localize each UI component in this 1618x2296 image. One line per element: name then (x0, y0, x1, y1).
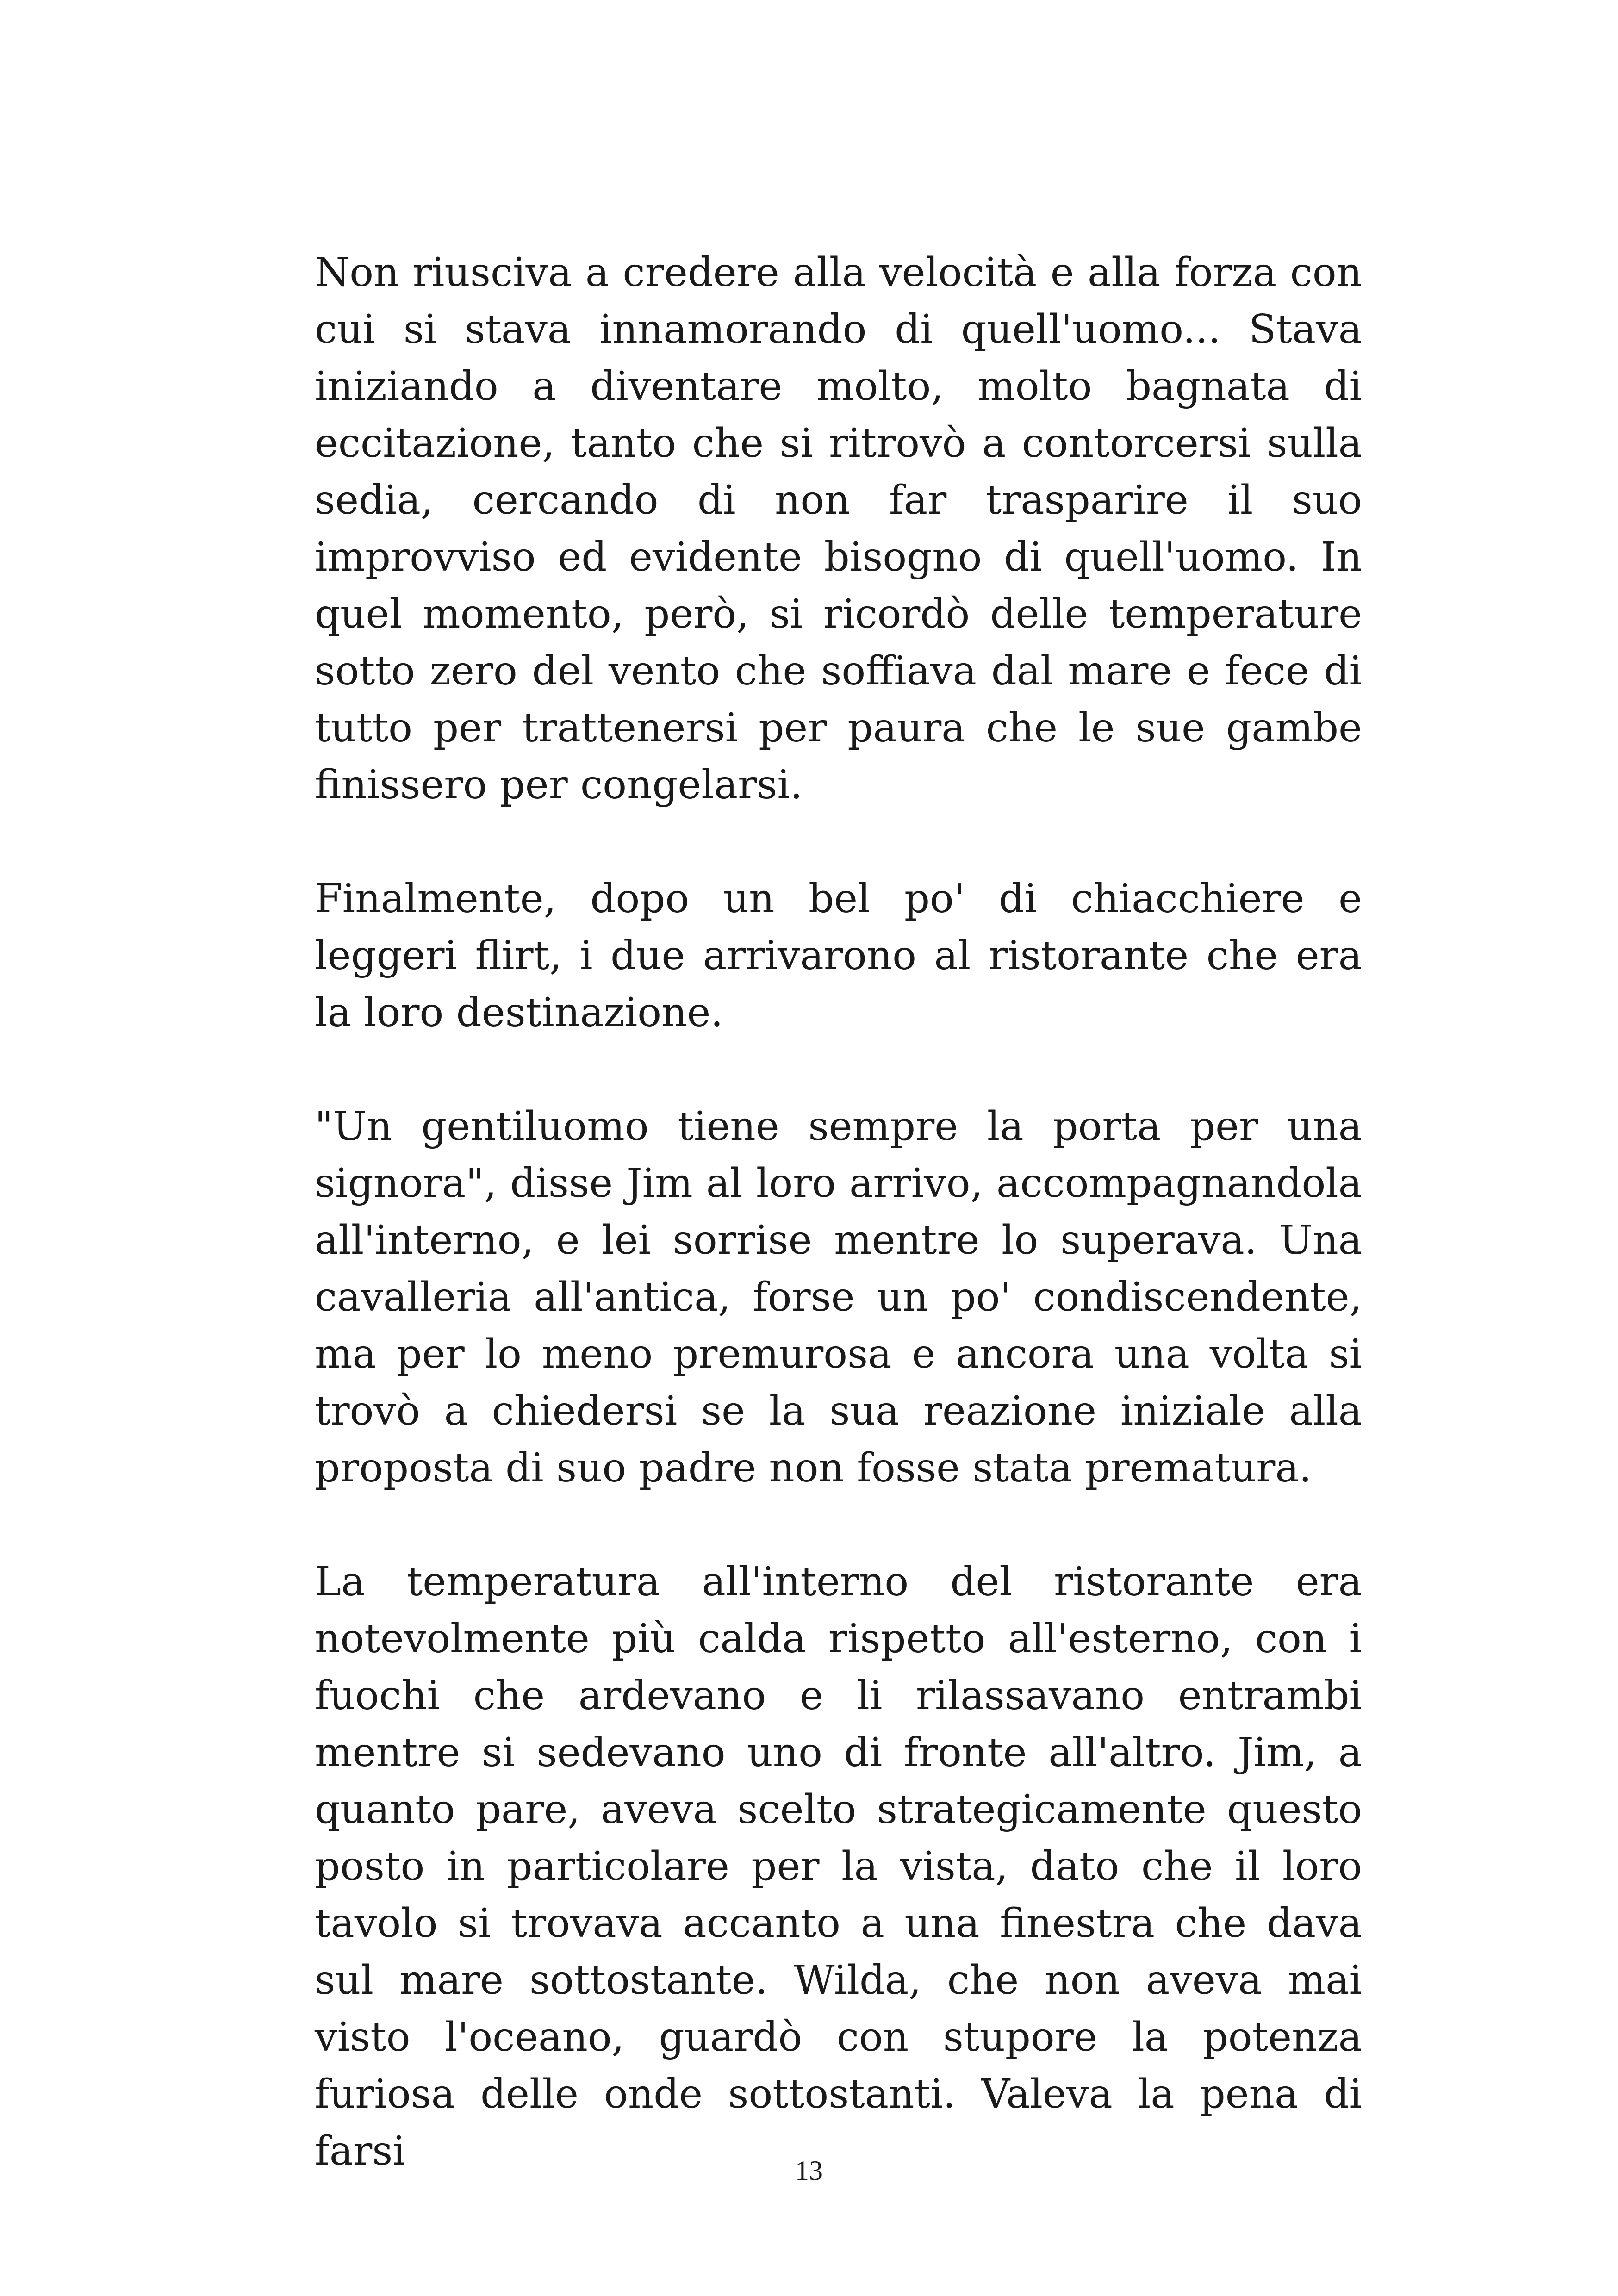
paragraph: Finalmente, dopo un bel po' di chiacchiere e leggeri flirt, i due arrivarono al ristorante che era la loro destinazione. (315, 876, 1362, 1036)
paragraph: "Un gentiluomo tiene sempre la porta per una signora", disse Jim al loro arrivo, accompagnandola all'interno, e lei sorrise mentre lo superava. Una cavalleria all'antica, forse un po' condiscendente, ma per lo meno premurosa e ancora una volta si trovò a chiedersi se la sua reazione iniziale alla proposta di suo padre non fosse stata prematura. (315, 1103, 1362, 1491)
page-number: 13 (795, 2155, 823, 2186)
paragraph: Non riusciva a credere alla velocità e alla forza con cui si stava innamorando di quell'uomo... Stava iniziando a diventare molto, molto bagnata di eccitazione, tanto che si ritrovò a contorcersi sulla sedia, cercando di non far trasparire il suo improvviso ed evidente bisogno di quell'uomo. In quel momento, però, si ricordò delle temperature sotto zero del vento che soffiava dal mare e fece di tutto per trattenersi per paura che le sue gambe finissero per congelarsi. (315, 249, 1362, 808)
paragraph: La temperatura all'interno del ristorante era notevolmente più calda rispetto all'esterno, con i fuochi che ardevano e li rilassavano entrambi mentre si sedevano uno di fronte all'altro. Jim, a quanto pare, aveva scelto strategicamente questo posto in particolare per la vista, dato che il loro tavolo si trovava accanto a una finestra che dava sul mare sottostante. Wilda, che non aveva mai visto l'oceano, guardò con stupore la potenza furiosa delle onde sottostanti. Valeva la pena di farsi (315, 1559, 1362, 2174)
body-text (315, 244, 1362, 2180)
